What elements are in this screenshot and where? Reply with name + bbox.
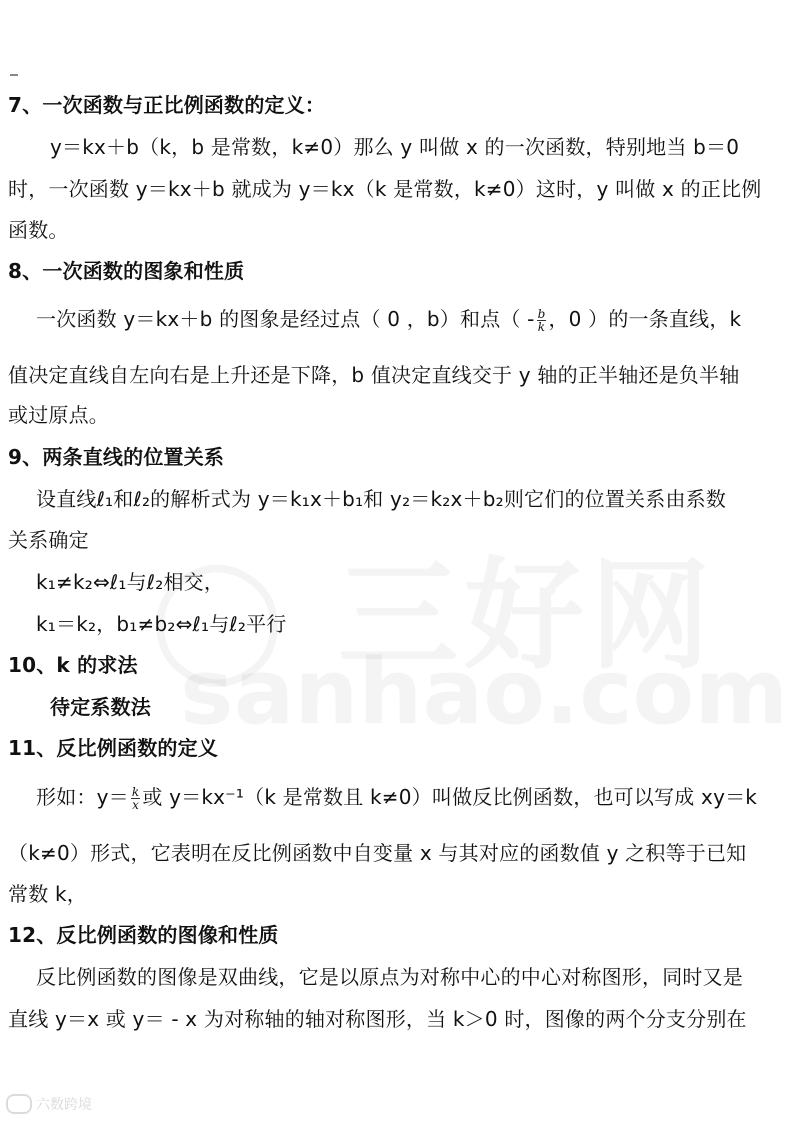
section-11-line-1-start: 形如：y＝ <box>36 785 129 809</box>
section-12-line-2: 直线 y＝x 或 y＝ - x 为对称轴的轴对称图形，当 k＞0 时，图像的两个分支分别在 <box>8 1007 747 1031</box>
fraction-denominator: k <box>537 320 546 334</box>
section-11-line-2: （k≠0）形式，它表明在反比例函数中自变量 x 与其对应的函数值 y 之积等于已知 <box>8 841 747 865</box>
section-10-method: 待定系数法 <box>50 695 151 719</box>
section-10-heading: 10、k 的求法 <box>8 653 138 677</box>
fraction-numerator: k <box>131 785 140 799</box>
section-11-line-1 <box>36 784 783 811</box>
section-11-line-1-end: 或 y＝kx⁻¹（k 是常数且 k≠0）叫做反比例函数，也可以写成 xy＝k <box>142 785 758 809</box>
section-11-line-3: 常数 k， <box>8 882 87 906</box>
section-8-line-1-end: ，0 ）的一条直线，k <box>548 307 742 331</box>
fraction-b-over-k <box>537 308 547 333</box>
section-11-heading: 11、反比例函数的定义 <box>8 736 219 760</box>
section-9-line-4: k₁＝k₂，b₁≠b₂⇔ℓ₁与ℓ₂平行 <box>36 612 287 636</box>
section-9-line-1: 设直线ℓ₁和ℓ₂的解析式为 y＝k₁x＋b₁和 y₂＝k₂x＋b₂则它们的位置关系由系数 <box>36 487 727 511</box>
footer-logo-icon <box>6 1094 32 1114</box>
fraction-k-over-x <box>131 786 140 811</box>
fraction-numerator: b <box>537 307 546 321</box>
section-8-line-1-start: 一次函数 y＝kx＋b 的图象是经过点（ 0 ，b）和点（ - <box>36 307 535 331</box>
section-7-heading: 7、一次函数与正比例函数的定义： <box>8 93 326 117</box>
footer-logo-text: 六数跨境 <box>36 1097 92 1113</box>
section-8-heading: 8、一次函数的图象和性质 <box>8 259 245 283</box>
section-7-line-2: 时，一次函数 y＝kx＋b 就成为 y＝kx（k 是常数，k≠0）这时，y 叫做 x 的正比例 <box>8 177 762 201</box>
top-mark <box>10 70 18 76</box>
footer-logo <box>6 1094 92 1114</box>
fraction-denominator: x <box>132 798 140 812</box>
section-8-line-3: 或过原点。 <box>8 403 109 427</box>
section-7-line-1: y＝kx＋b（k，b 是常数，k≠0）那么 y 叫做 x 的一次函数，特别地当 b＝0 <box>50 135 740 159</box>
section-12-line-1: 反比例函数的图像是双曲线，它是以原点为对称中心的中心对称图形，同时又是 <box>36 965 743 989</box>
section-9-heading: 9、两条直线的位置关系 <box>8 445 225 469</box>
section-9-line-3: k₁≠k₂⇔ℓ₁与ℓ₂相交， <box>36 570 225 594</box>
section-8-line-1 <box>36 306 783 333</box>
section-9-line-2: 关系确定 <box>8 528 89 552</box>
section-12-heading: 12、反比例函数的图像和性质 <box>8 923 279 947</box>
section-8-line-2: 值决定直线自左向右是上升还是下降，b 值决定直线交于 y 轴的正半轴还是负半轴 <box>8 363 740 387</box>
section-7-line-3: 函数。 <box>8 218 69 242</box>
